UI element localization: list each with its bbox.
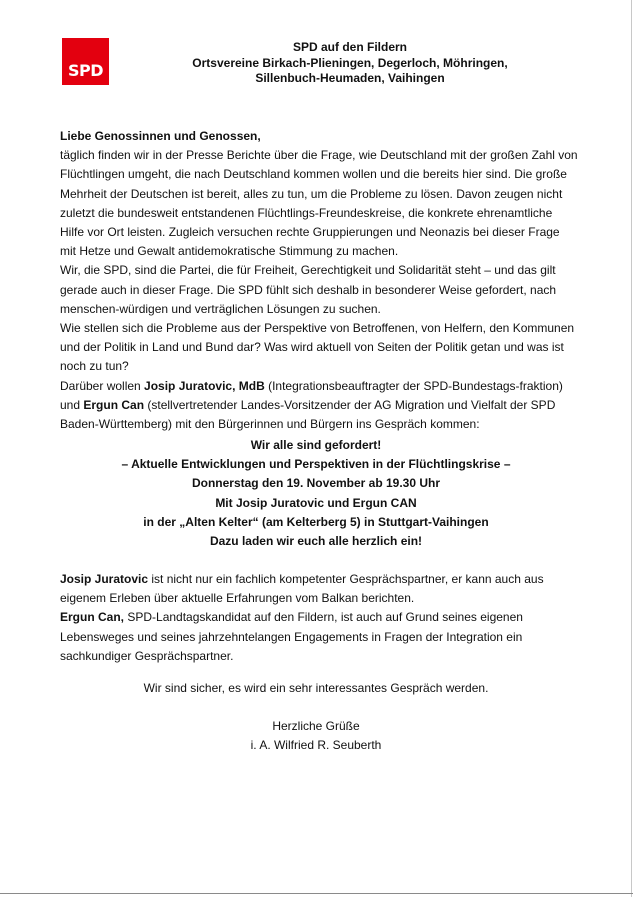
closing: [60, 679, 572, 756]
spd-logo: [62, 38, 109, 85]
event-invite: Dazu laden wir euch alle herzlich ein!: [209, 534, 423, 549]
signature: i. A. Wilfried R. Seuberth: [250, 738, 382, 753]
speaker-info-2: Ergun Can, SPD-Landtagskandidat auf den Fildern, ist auch auf Grund seines eigenen Lebensweges und seines jahrzehntelangen Engagements in Fragen der Integration ein sachkundiger Gesprächspartner.: [60, 610, 523, 663]
event-announcement: [60, 436, 572, 551]
paragraph-4: Darüber wollen Josip Juratovic, MdB (Integrationsbeauftragter der SPD-Bundestags-fraktion) und Ergun Can (stellvertretender Landes-Vorsitzender der AG Migration und Vielfalt der SPD Baden-Württemberg) mit den Bürgerinnen und Bürgern ins Gespräch kommen:: [60, 378, 563, 432]
letterhead-line-2: Ortsvereine Birkach-Plieningen, Degerloch, Möhringen,: [192, 55, 508, 70]
paragraph-1: täglich finden wir in der Presse Berichte über die Frage, wie Deutschland mit der großen Zahl von Flüchtlingen umgeht, die nach Deutschland kommen wollen und die bereits hier sind. Die große Mehrheit der Deutschen ist bereit, alles zu tun, um die Probleme zu lösen. Davon zeugen nicht zuletzt die bundesweit entstandenen Flüchtlings-Freundeskreise, die konkrete ehrenamtliche Hilfe vor Ort leisten. Zugleich versuchen rechte Gruppierungen und Neonazis bei dieser Frage mit Hetze und Gewalt antidemokratische Stimmung zu machen.: [60, 148, 578, 259]
salutation: Liebe Genossinnen und Genossen,: [60, 129, 261, 143]
speaker-name-1: Josip Juratovic, MdB: [144, 378, 265, 393]
speaker-info-1: Josip Juratovic ist nicht nur ein fachlich kompetenter Gesprächspartner, er kann auch aus eigenem Erleben über aktuelle Erfahrungen vom Balkan berichten.: [60, 572, 544, 606]
letterhead: [140, 40, 560, 87]
event-location: in der „Alten Kelter“ (am Kelterberg 5) in Stuttgart-Vaihingen: [143, 514, 489, 529]
letterhead-line-3: Sillenbuch-Heumaden, Vaihingen: [255, 71, 445, 85]
event-date: Donnerstag den 19. November ab 19.30 Uhr: [191, 476, 441, 491]
event-speakers: Mit Josip Juratovic und Ergun CAN: [215, 495, 417, 510]
letterhead-line-1: SPD auf den Fildern: [292, 40, 407, 54]
event-subtitle: – Aktuelle Entwicklungen und Perspektiven in der Flüchtlingskrise –: [121, 457, 511, 472]
paragraph-3: Wie stellen sich die Probleme aus der Perspektive von Betroffenen, von Helfern, den Kommunen und der Politik in Land und Bund dar? Was wird aktuell von Seiten der Politik getan und was ist noch zu tun?: [60, 321, 575, 374]
speaker-name-2: Ergun Can: [83, 397, 145, 412]
event-title: Wir alle sind gefordert!: [250, 438, 382, 452]
spd-logo-text: SPD: [67, 61, 104, 80]
letter-body: [60, 127, 578, 434]
greeting: Herzliche Grüße: [272, 719, 360, 734]
closing-line: Wir sind sicher, es wird ein sehr interessantes Gespräch werden.: [143, 681, 489, 695]
speaker-info: [60, 570, 578, 666]
paragraph-2: Wir, die SPD, sind die Partei, die für Freiheit, Gerechtigkeit und Solidarität steht – und das gilt gerade auch in dieser Frage. Die SPD fühlt sich deshalb in besonderer Weise gefordert, nach menschen-würdigen und verträglichen Lösungen zu suchen.: [60, 263, 557, 316]
page-bottom-border: [0, 893, 633, 894]
